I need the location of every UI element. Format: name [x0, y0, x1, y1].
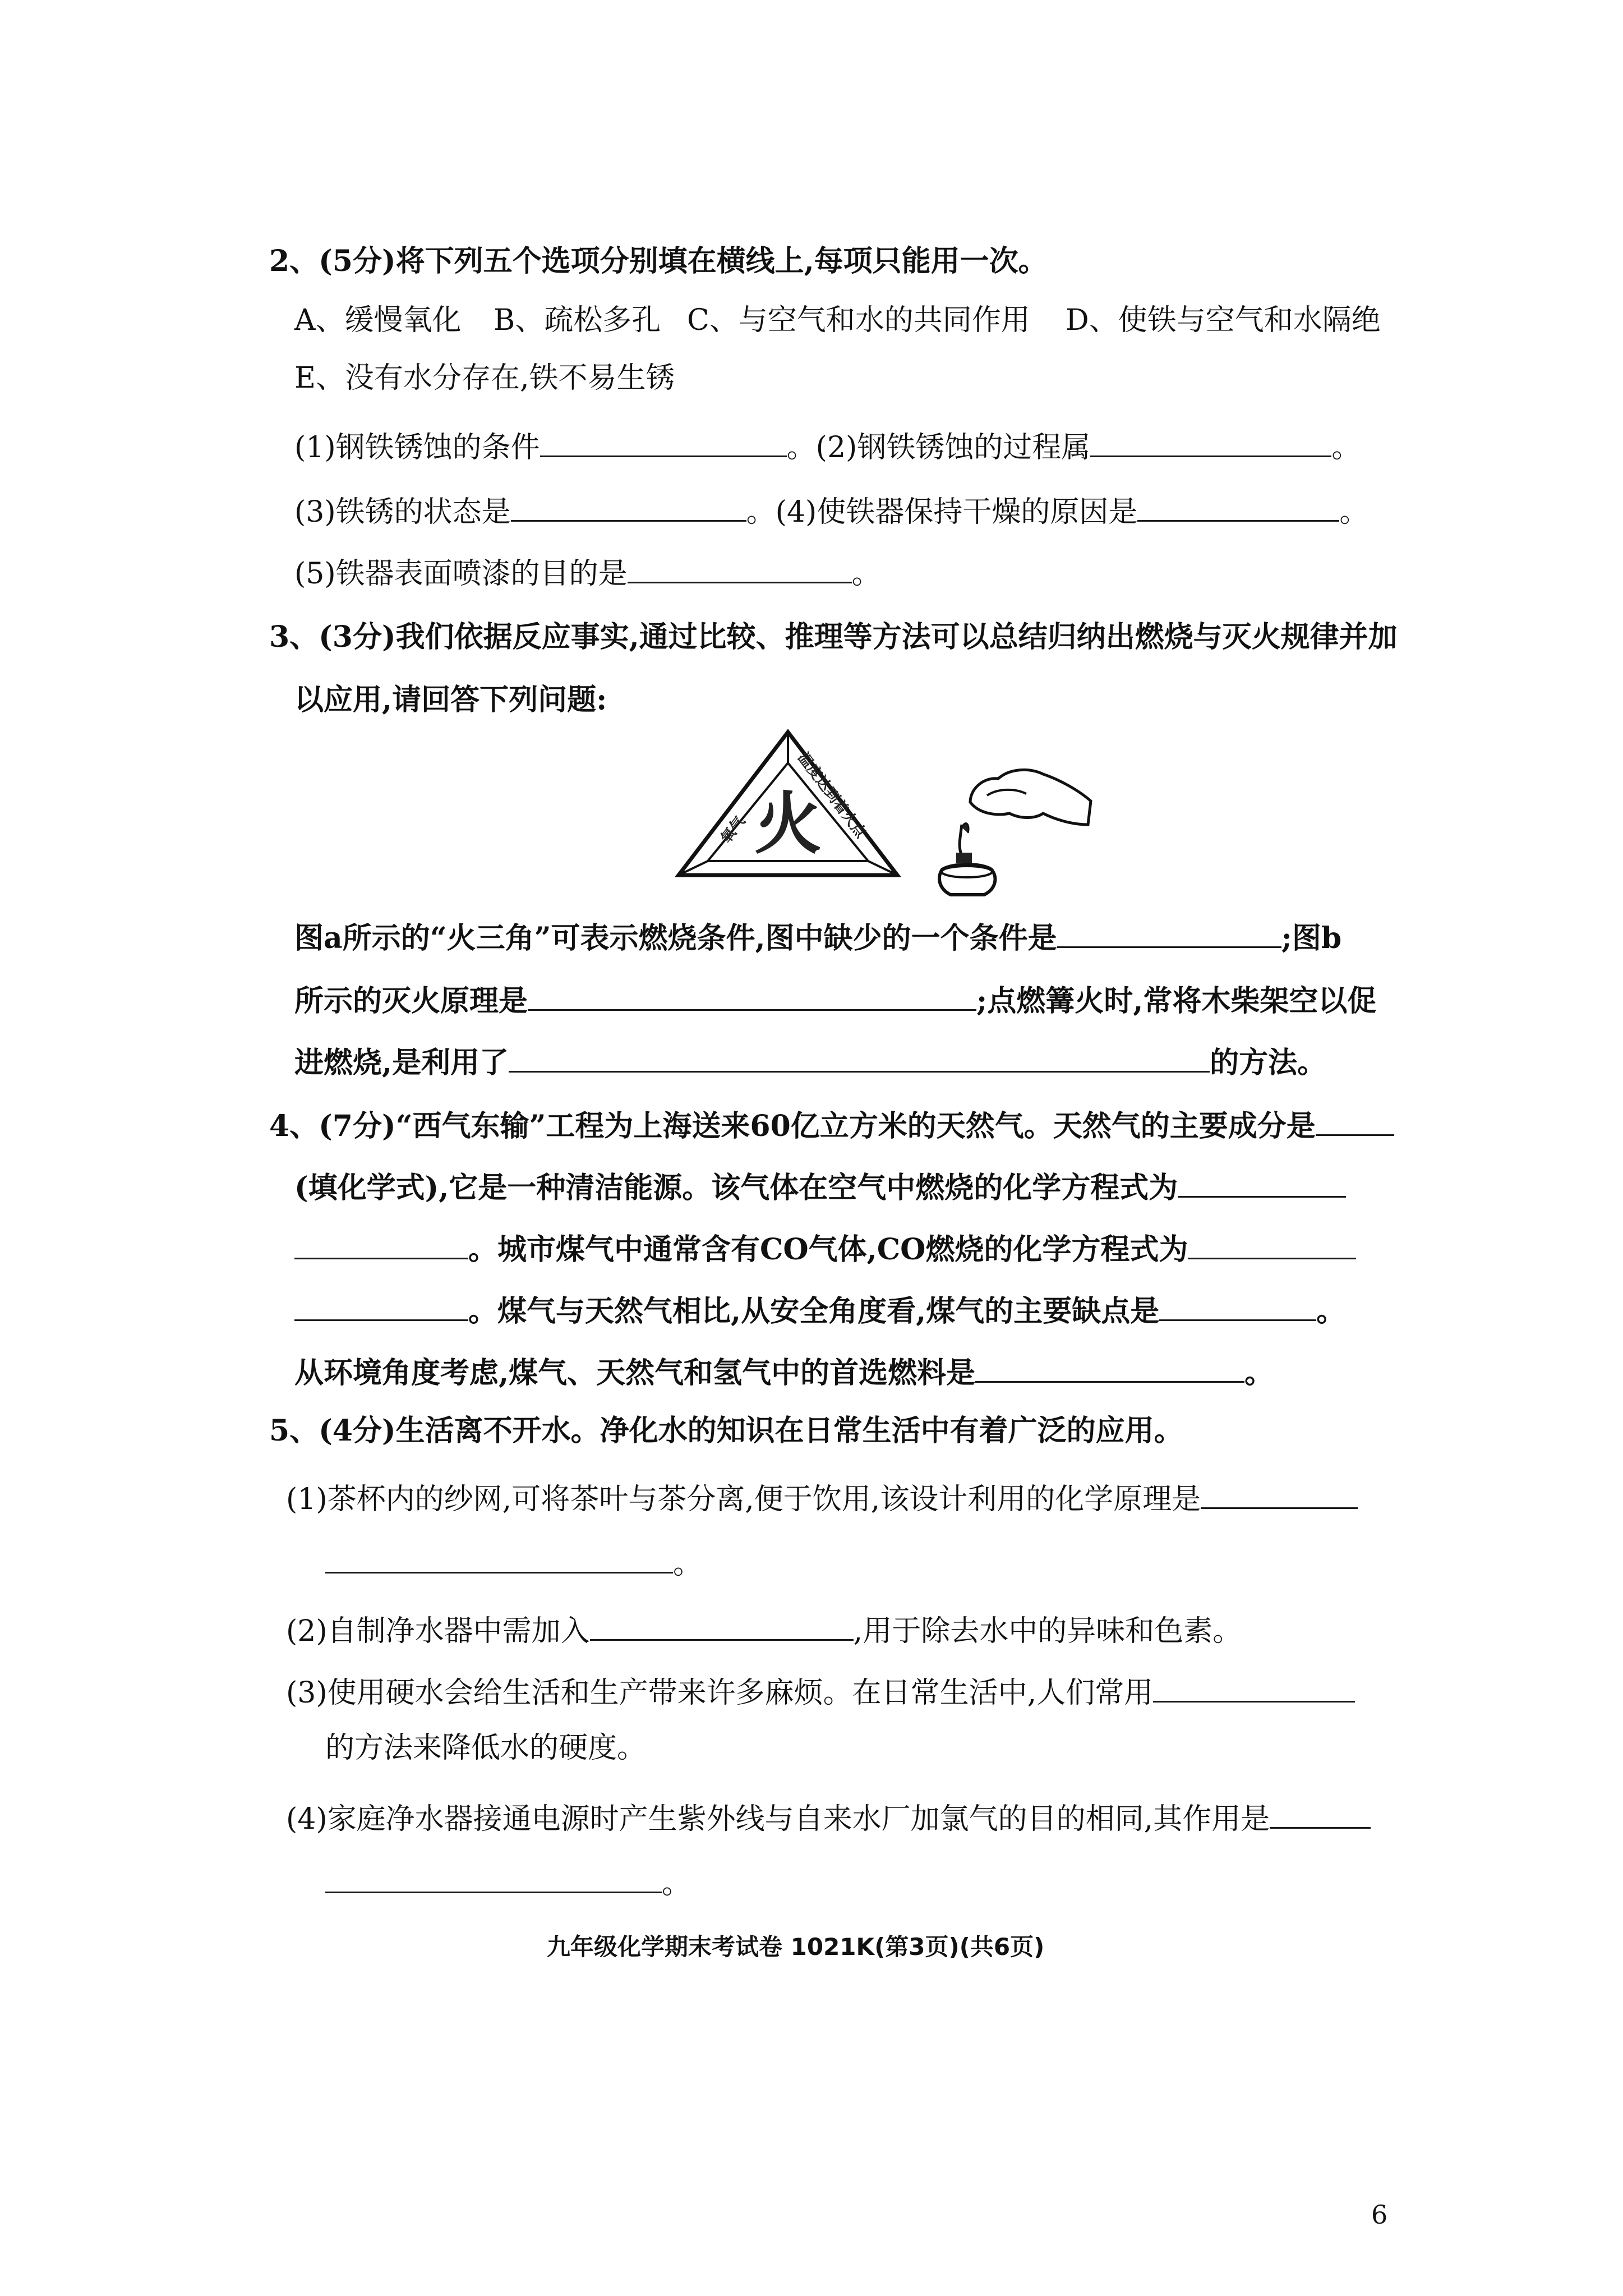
q5-sub4-end: 。	[662, 1866, 691, 1901]
q5-sub-2	[286, 1613, 1242, 1646]
q4-blank-4[interactable]	[1188, 1231, 1356, 1259]
q2-sub2-label: 。(2)钢铁锈蚀的过程属	[786, 430, 1091, 464]
q2-sub5-label: (5)铁器表面喷漆的目的是	[294, 556, 628, 591]
q3-line1	[294, 920, 1341, 953]
q5-sub-3-cont: 的方法来降低水的硬度。	[325, 1731, 647, 1765]
q4-line3	[294, 1231, 1356, 1267]
q2-option-e: E、没有水分存在,铁不易生锈	[294, 361, 675, 395]
q4-line4-end: 。	[1316, 1294, 1346, 1328]
q5-blank-4b[interactable]	[325, 1865, 662, 1893]
q4-blank-3[interactable]	[294, 1231, 468, 1259]
q3-line3	[294, 1045, 1326, 1078]
q5-sub3-text: (3)使用硬水会给生活和生产带来许多麻烦。在日常生活中,人们常用	[286, 1676, 1154, 1710]
q4-line4	[294, 1293, 1345, 1326]
q2-sub4-label: 。(4)使铁器保持干燥的原因是	[746, 495, 1138, 529]
q2-sub-3-4	[294, 494, 1368, 527]
q2-blank-1[interactable]	[540, 429, 787, 457]
q3-line1-text: 图a所示的“火三角”可表示燃烧条件,图中缺少的一个条件是	[294, 921, 1057, 955]
q2-option-b: B、疏松多孔	[494, 303, 661, 337]
q2-blank-5[interactable]	[628, 555, 852, 583]
q5-sub2-label: (2)自制净水器中需加入	[286, 1614, 590, 1648]
q4-line5	[294, 1355, 1274, 1388]
q3-line1-end: ;图b	[1281, 921, 1342, 955]
q5-sub-3	[286, 1674, 1355, 1708]
q2-option-c: C、与空气和水的共同作用	[687, 303, 1030, 337]
q2-sub1-label: (1)钢铁锈蚀的条件	[294, 430, 540, 464]
q4-line3-text: 。城市煤气中通常含有CO气体,CO燃烧的化学方程式为	[468, 1232, 1188, 1267]
q3-line3-text: 进燃烧,是利用了	[294, 1045, 509, 1080]
alcohol-lamp-figure	[939, 770, 1091, 895]
q2-blank-3[interactable]	[511, 494, 746, 522]
q3-blank-3[interactable]	[509, 1045, 1210, 1073]
q5-sub-1-cont	[325, 1545, 702, 1579]
q4-line5-end: 。	[1244, 1355, 1274, 1390]
q4-line5-text: 从环境角度考虑,煤气、天然气和氢气中的首选燃料是	[294, 1355, 976, 1390]
q3-blank-1[interactable]	[1057, 920, 1281, 948]
q4-blank-6[interactable]	[1159, 1293, 1316, 1321]
q2-sub-1-2	[294, 429, 1361, 462]
q2-sub4-end: 。	[1339, 495, 1369, 529]
q5-blank-3[interactable]	[1153, 1674, 1355, 1703]
q3-figures	[662, 724, 1110, 898]
q5-sub1-text: (1)茶杯内的纱网,可将茶叶与茶分离,便于饮用,该设计利用的化学原理是	[286, 1482, 1201, 1516]
q2-stem: 2、(5分)将下列五个选项分别填在横线上,每项只能用一次。	[269, 244, 1048, 278]
q2-sub-5	[294, 555, 881, 591]
q2-sub3-label: (3)铁锈的状态是	[294, 495, 511, 529]
q5-sub-4-cont	[325, 1865, 691, 1901]
page-number: 6	[1371, 2200, 1388, 2230]
q4-line1	[269, 1108, 1394, 1141]
q5-blank-4[interactable]	[1270, 1801, 1371, 1829]
q3-stem-line2: 以应用,请回答下列问题:	[294, 683, 607, 717]
q3-line2	[294, 983, 1376, 1016]
q4-line2-text: (填化学式),它是一种清洁能源。该气体在空气中燃烧的化学方程式为	[294, 1170, 1178, 1205]
q5-blank-2[interactable]	[590, 1613, 854, 1641]
q3-line3-end: 的方法。	[1210, 1045, 1327, 1080]
q2-blank-4[interactable]	[1137, 494, 1339, 522]
q4-blank-2[interactable]	[1178, 1170, 1346, 1198]
q5-blank-1b[interactable]	[325, 1545, 673, 1573]
q4-blank-1[interactable]	[1316, 1108, 1394, 1136]
q4-line4-text: 。煤气与天然气相比,从安全角度看,煤气的主要缺点是	[468, 1294, 1160, 1328]
q2-sub2-end: 。	[1331, 430, 1361, 464]
q3-line2-end: ;点燃篝火时,常将木柴架空以促	[976, 983, 1377, 1018]
fire-char: 火	[754, 785, 822, 863]
fire-triangle-left-label: 氧气	[717, 813, 749, 847]
q2-option-a: A、缓慢氧化	[294, 303, 462, 337]
q5-sub2-end: ,用于除去水中的异味和色素。	[853, 1614, 1242, 1648]
q5-sub-4	[286, 1801, 1371, 1834]
q4-blank-7[interactable]	[975, 1355, 1244, 1383]
q3-line2-text: 所示的灭火原理是	[294, 983, 528, 1018]
q3-blank-2[interactable]	[528, 983, 976, 1011]
q5-sub1-end: 。	[673, 1547, 703, 1581]
q5-sub-1	[286, 1481, 1358, 1514]
fire-triangle-right-label: 温度达到着火点	[794, 749, 869, 841]
q2-sub5-end: 。	[851, 556, 881, 591]
q2-blank-2[interactable]	[1090, 429, 1331, 457]
q4-line1-text: 4、(7分)“西气东输”工程为上海送来60亿立方米的天然气。天然气的主要成分是	[269, 1108, 1316, 1143]
q2-option-d: D、使铁与空气和水隔绝	[1066, 303, 1381, 337]
q3-stem-line1: 3、(3分)我们依据反应事实,通过比较、推理等方法可以总结归纳出燃烧与灭火规律并加	[269, 620, 1398, 654]
q5-stem: 5、(4分)生活离不开水。净化水的知识在日常生活中有着广泛的应用。	[269, 1414, 1183, 1448]
q3-figure-svg	[662, 724, 1110, 898]
q5-sub4-text: (4)家庭净水器接通电源时产生紫外线与自来水厂加氯气的目的相同,其作用是	[286, 1802, 1270, 1836]
fire-triangle-figure	[679, 732, 897, 875]
page-footer: 九年级化学期末考试卷 1021K(第3页)(共6页)	[547, 1933, 1045, 1961]
q4-line2	[294, 1170, 1346, 1203]
q5-blank-1[interactable]	[1201, 1481, 1358, 1509]
q4-blank-5[interactable]	[294, 1293, 468, 1321]
